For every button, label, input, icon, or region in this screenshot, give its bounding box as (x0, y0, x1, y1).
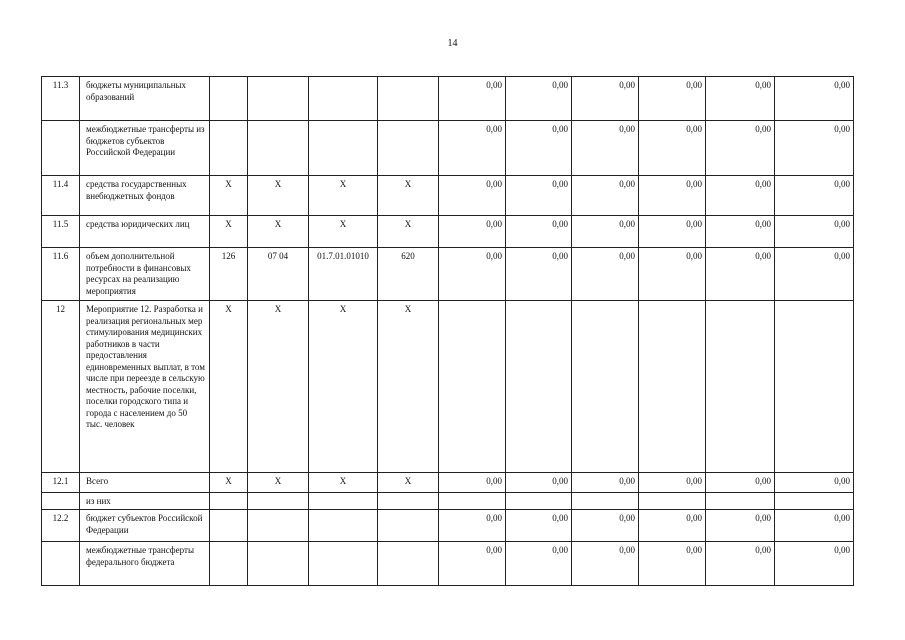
code-cell: X (309, 216, 378, 248)
code-cell: X (210, 176, 248, 216)
value-cell: 0,00 (639, 121, 706, 176)
value-cell: 0,00 (572, 77, 639, 121)
value-cell (775, 493, 854, 510)
table-row (42, 176, 854, 216)
value-cell: 0,00 (639, 542, 706, 586)
value-cell: 0,00 (439, 216, 506, 248)
value-cell: 0,00 (706, 121, 775, 176)
table-row (42, 510, 854, 542)
code-cell: X (248, 216, 309, 248)
value-cell: 0,00 (706, 176, 775, 216)
value-cell: 0,00 (775, 473, 854, 493)
code-cell (248, 77, 309, 121)
value-cell: 0,00 (506, 77, 572, 121)
value-cell: 0,00 (775, 176, 854, 216)
value-cell (706, 301, 775, 473)
value-cell: 0,00 (439, 510, 506, 542)
value-cell (639, 301, 706, 473)
value-cell: 0,00 (506, 248, 572, 301)
value-cell: 0,00 (639, 77, 706, 121)
row-name-cell: Мероприятие 12. Разработка и реализация региональных мер стимулирования медицинских работников в части предоставления единовременных выплат, в том числе при переезде в сельскую местность, рабочие поселки, поселки городского типа и города с населением до 50 тыс. человек (80, 301, 210, 473)
code-cell: 07 04 (248, 248, 309, 301)
row-number-cell: 11.6 (42, 248, 80, 301)
code-cell: X (210, 216, 248, 248)
code-cell (309, 510, 378, 542)
row-number-cell: 12 (42, 301, 80, 473)
value-cell: 0,00 (706, 510, 775, 542)
code-cell: 620 (378, 248, 439, 301)
code-cell (210, 542, 248, 586)
row-name-cell: объем дополнительной потребности в финансовых ресурсах на реализацию мероприятия (80, 248, 210, 301)
code-cell (248, 542, 309, 586)
value-cell: 0,00 (572, 121, 639, 176)
value-cell: 0,00 (639, 473, 706, 493)
table-row (42, 493, 854, 510)
value-cell: 0,00 (706, 77, 775, 121)
row-number-cell: 12.2 (42, 510, 80, 542)
row-name-cell: межбюджетные трансферты из бюджетов субъектов Российской Федерации (80, 121, 210, 176)
value-cell: 0,00 (706, 473, 775, 493)
row-number-cell (42, 493, 80, 510)
value-cell: 0,00 (572, 176, 639, 216)
table-row (42, 121, 854, 176)
row-number-cell: 11.4 (42, 176, 80, 216)
value-cell: 0,00 (506, 216, 572, 248)
row-name-cell: межбюджетные трансферты федерального бюджета (80, 542, 210, 586)
code-cell (248, 121, 309, 176)
value-cell: 0,00 (706, 216, 775, 248)
code-cell (378, 77, 439, 121)
code-cell (248, 493, 309, 510)
value-cell: 0,00 (506, 542, 572, 586)
value-cell (506, 493, 572, 510)
code-cell (309, 77, 378, 121)
value-cell: 0,00 (439, 77, 506, 121)
table-row (42, 77, 854, 121)
code-cell: X (309, 473, 378, 493)
row-number-cell: 11.3 (42, 77, 80, 121)
code-cell: X (248, 473, 309, 493)
code-cell (309, 493, 378, 510)
value-cell (439, 493, 506, 510)
row-number-cell: 11.5 (42, 216, 80, 248)
code-cell: X (309, 176, 378, 216)
value-cell: 0,00 (572, 248, 639, 301)
code-cell: X (309, 301, 378, 473)
value-cell: 0,00 (706, 248, 775, 301)
value-cell (439, 301, 506, 473)
code-cell (210, 510, 248, 542)
value-cell: 0,00 (506, 121, 572, 176)
code-cell (309, 121, 378, 176)
value-cell: 0,00 (439, 542, 506, 586)
value-cell: 0,00 (775, 77, 854, 121)
row-number-cell (42, 121, 80, 176)
table-row (42, 248, 854, 301)
row-name-cell: из них (80, 493, 210, 510)
table-body (42, 77, 854, 586)
row-number-cell: 12.1 (42, 473, 80, 493)
row-name-cell: бюджеты муниципальных образований (80, 77, 210, 121)
code-cell: X (248, 176, 309, 216)
value-cell: 0,00 (639, 248, 706, 301)
code-cell (309, 542, 378, 586)
value-cell: 0,00 (639, 216, 706, 248)
value-cell (506, 301, 572, 473)
value-cell: 0,00 (775, 216, 854, 248)
code-cell: X (248, 301, 309, 473)
code-cell (210, 77, 248, 121)
row-name-cell: средства государственных внебюджетных фондов (80, 176, 210, 216)
value-cell: 0,00 (439, 248, 506, 301)
value-cell: 0,00 (639, 510, 706, 542)
code-cell: X (210, 301, 248, 473)
value-cell (639, 493, 706, 510)
row-name-cell: Всего (80, 473, 210, 493)
code-cell: X (378, 216, 439, 248)
value-cell: 0,00 (572, 510, 639, 542)
value-cell: 0,00 (775, 248, 854, 301)
value-cell: 0,00 (639, 176, 706, 216)
value-cell: 0,00 (706, 542, 775, 586)
code-cell: X (378, 473, 439, 493)
table-row (42, 216, 854, 248)
row-number-cell (42, 542, 80, 586)
row-name-cell: бюджет субъектов Российской Федерации (80, 510, 210, 542)
value-cell: 0,00 (572, 216, 639, 248)
value-cell: 0,00 (775, 121, 854, 176)
value-cell (775, 301, 854, 473)
code-cell: X (378, 176, 439, 216)
value-cell: 0,00 (439, 176, 506, 216)
table-row (42, 473, 854, 493)
code-cell (378, 121, 439, 176)
table-row (42, 542, 854, 586)
value-cell: 0,00 (775, 542, 854, 586)
value-cell: 0,00 (439, 121, 506, 176)
code-cell: X (378, 301, 439, 473)
code-cell (248, 510, 309, 542)
code-cell: X (210, 473, 248, 493)
value-cell: 0,00 (572, 542, 639, 586)
code-cell (210, 493, 248, 510)
value-cell: 0,00 (506, 473, 572, 493)
page-number: 14 (447, 38, 458, 49)
code-cell: 126 (210, 248, 248, 301)
row-name-cell: средства юридических лиц (80, 216, 210, 248)
value-cell (572, 493, 639, 510)
value-cell (572, 301, 639, 473)
code-cell: 01.7.01.01010 (309, 248, 378, 301)
code-cell (210, 121, 248, 176)
value-cell: 0,00 (572, 473, 639, 493)
value-cell: 0,00 (439, 473, 506, 493)
code-cell (378, 510, 439, 542)
code-cell (378, 493, 439, 510)
value-cell: 0,00 (506, 510, 572, 542)
value-cell: 0,00 (775, 510, 854, 542)
table-row (42, 301, 854, 473)
budget-table (41, 76, 854, 586)
value-cell (706, 493, 775, 510)
code-cell (378, 542, 439, 586)
value-cell: 0,00 (506, 176, 572, 216)
